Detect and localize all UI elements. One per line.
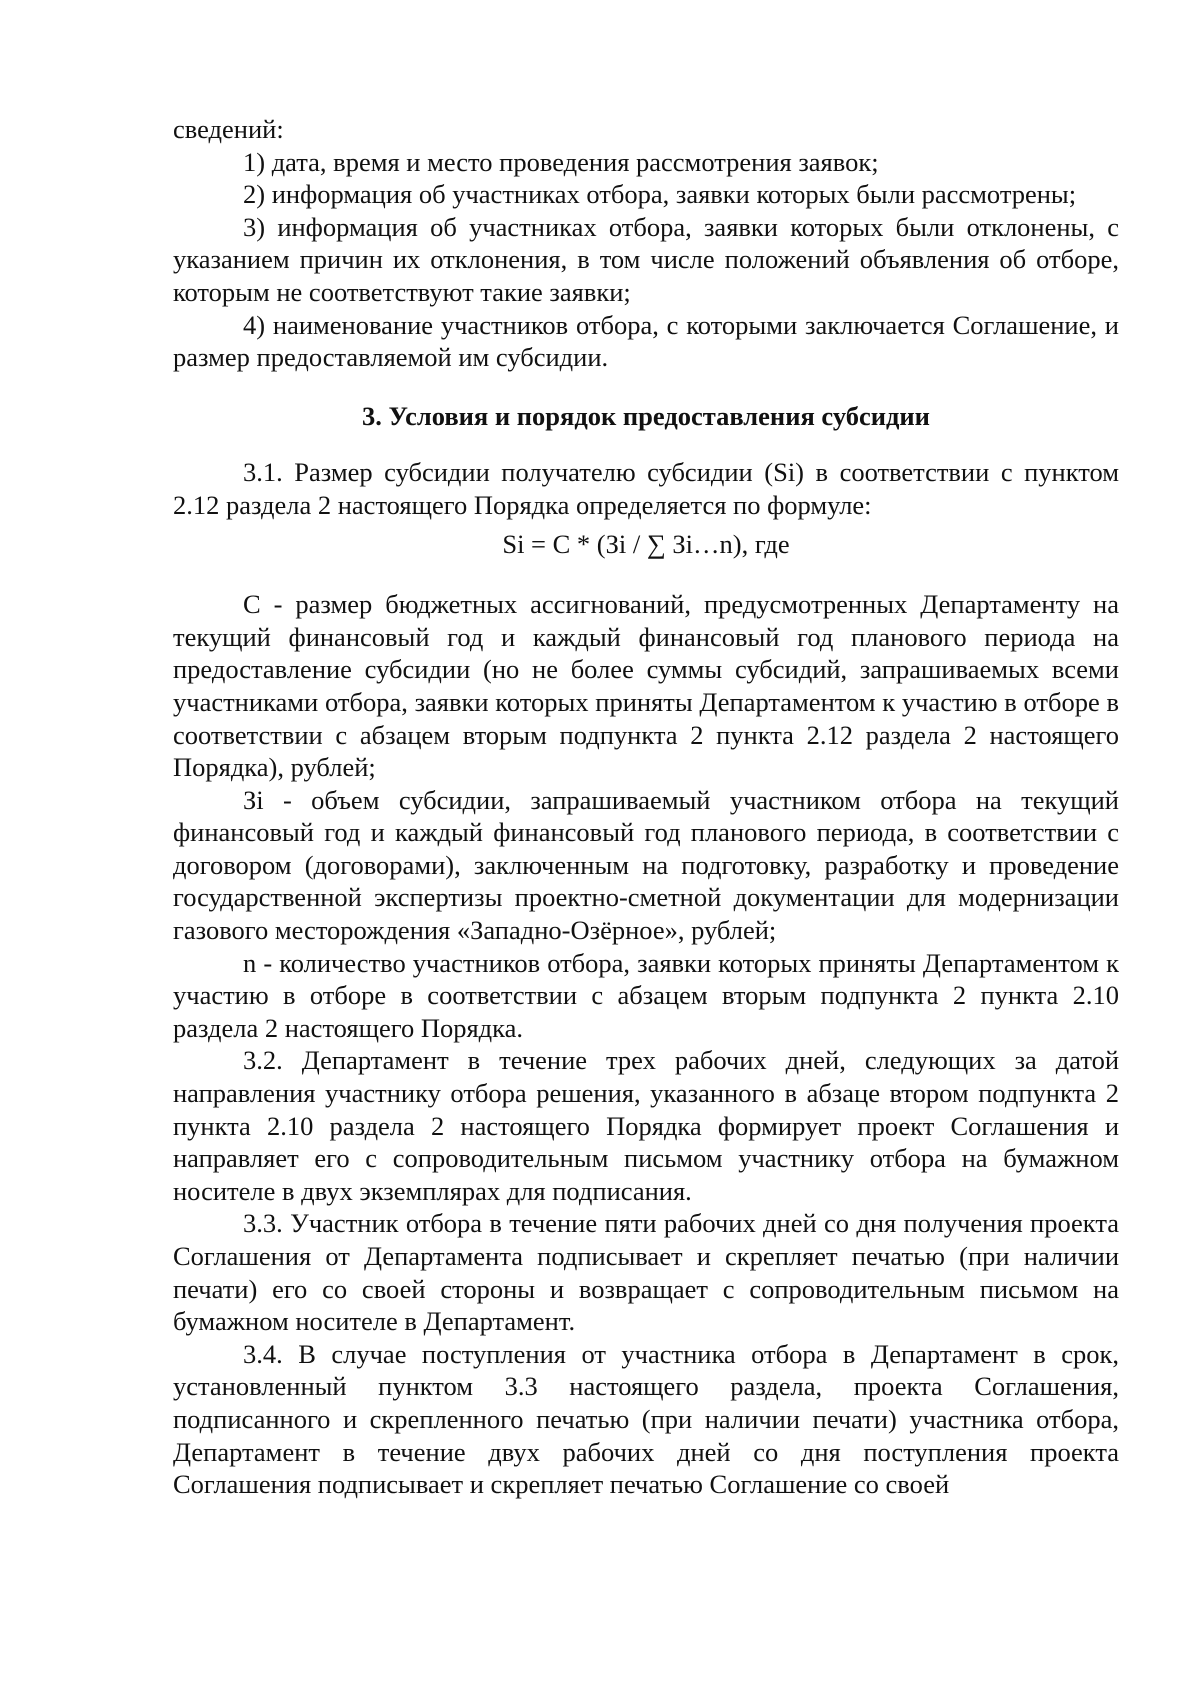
section-title: 3. Условия и порядок предоставления субсидии [362, 400, 930, 431]
paragraph-3-1: 3.1. Размер субсидии получателю субсидии (Si) в соответствии с пунктом 2.12 раздела 2 настоящего Порядка определяется по формуле: [173, 457, 1119, 520]
paragraph-3-3: 3.3. Участник отбора в течение пяти рабочих дней со дня получения проекта Соглашения от Департамента подписывает и скрепляет печатью (при наличии печати) его со своей стороны и возвращает с сопроводительным письмом на бумажном носителе в Департамент. [173, 1208, 1119, 1337]
definition-zi: Зi - объем субсидии, запрашиваемый участником отбора на текущий финансовый год и каждый финансовый год планового периода, в соответствии с договором (договорами), заключенным на подготовку, разработку и проведение государственной экспертизы проектно-сметной документации для модернизации газового месторождения «Западно-Озёрное», рублей; [173, 784, 1119, 946]
paragraph-continuation: сведений: [173, 114, 284, 144]
list-item-4: 4) наименование участников отбора, с которыми заключается Соглашение, и размер предоставляемой им субсидии. [173, 309, 1119, 373]
formula: Si = C * (Зi / ∑ Зi…n), где [502, 528, 790, 559]
definition-c: С - размер бюджетных ассигнований, предусмотренных Департаменту на текущий финансовый год и каждый финансовый год планового периода на предоставление субсидии (но не более суммы субсидий, запрашиваемых всеми участниками отбора, заявки которых приняты Департаментом к участию в отборе в соответствии с абзацем вторым подпункта 2 пункта 2.12 раздела 2 настоящего Порядка), рублей; [173, 589, 1119, 783]
paragraph-3-4: 3.4. В случае поступления от участника отбора в Департамент в срок, установленный пунктом 3.3 настоящего раздела, проекта Соглашения, подписанного и скрепленного печатью (при наличии печати) участника отбора, Департамент в течение двух рабочих дней со дня поступления проекта Соглашения подписывает и скрепляет печатью Соглашение со своей [173, 1338, 1119, 1500]
list-item-2: 2) информация об участниках отбора, заявки которых были рассмотрены; [243, 179, 1077, 210]
paragraph-3-2: 3.2. Департамент в течение трех рабочих дней, следующих за датой направления участнику отбора решения, указанного в абзаце втором подпункта 2 пункта 2.10 раздела 2 настоящего Порядка формирует проект Соглашения и направляет его с сопроводительным письмом участнику отбора на бумажном носителе в двух экземплярах для подписания. [173, 1045, 1119, 1206]
document-body [173, 113, 1119, 1501]
list-item-3: 3) информация об участниках отбора, заявки которых были отклонены, с указанием причин их отклонения, в том числе положений объявления об отборе, которым не соответствуют такие заявки; [173, 211, 1119, 307]
list-item-1: 1) дата, время и место проведения рассмотрения заявок; [243, 146, 879, 177]
definition-n: n - количество участников отбора, заявки которых приняты Департаментом к участию в отборе в соответствии с абзацем вторым подпункта 2 пункта 2.10 раздела 2 настоящего Порядка. [173, 947, 1119, 1043]
